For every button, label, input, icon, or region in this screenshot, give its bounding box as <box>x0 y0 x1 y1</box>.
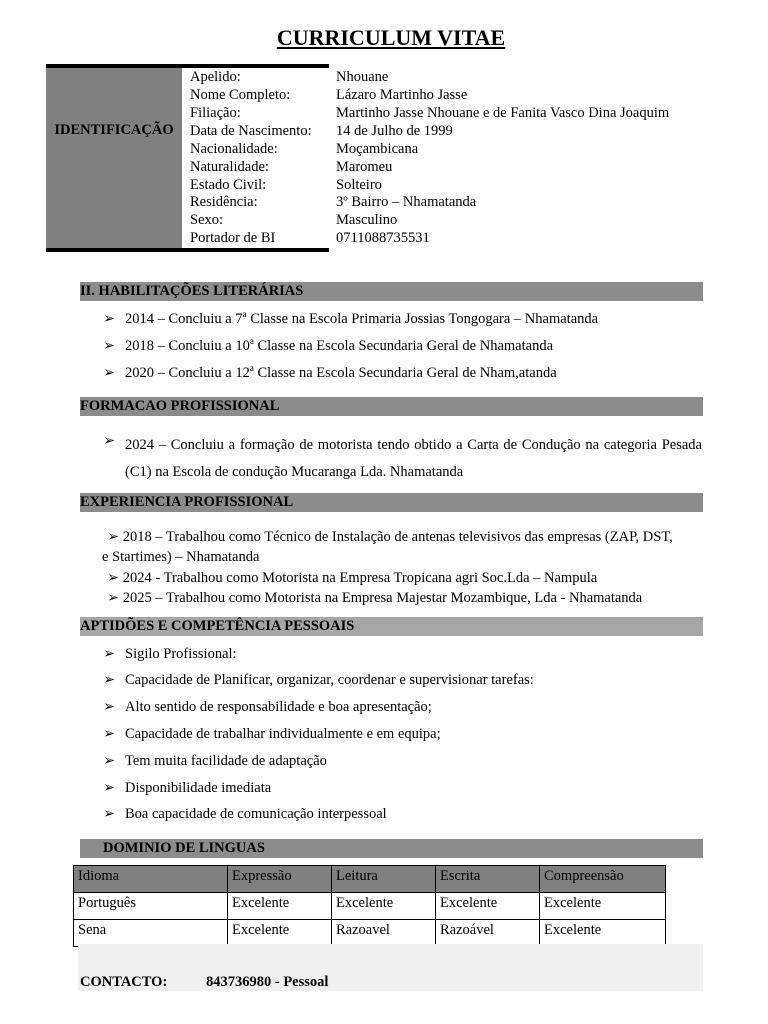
bullet-icon: ➢ <box>107 590 120 606</box>
table-cell: Excelente <box>228 893 332 920</box>
bullet-icon: ➢ <box>107 529 120 545</box>
id-value: Maromeu <box>336 159 393 175</box>
id-key: Estado Civil: <box>190 177 267 193</box>
column-header: Expressão <box>228 866 332 893</box>
section-header-linguas <box>80 839 703 858</box>
list-item <box>125 310 598 328</box>
ordinal-sup: a <box>242 309 247 320</box>
id-value: Nhouane <box>336 69 389 85</box>
ordinal-sup: a <box>249 336 254 347</box>
list-item: 2024 – Concluiu a formação de motorista tendo obtido a Carta de Condução na categoria Pesada (C1) na Escola de condução Mucaranga Lda. Nhamatanda <box>125 437 702 480</box>
item-text: Classe na Escola Secundaria Geral de Nhamatanda <box>253 338 553 354</box>
contact-phone: 843736980 - Pessoal <box>206 974 329 990</box>
id-value: Martinho Jasse Nhouane e de Fanita Vasco Dina Joaquim <box>336 105 670 121</box>
ordinal-sup: a <box>249 363 254 374</box>
id-key: Portador de BI <box>190 230 276 246</box>
id-value: Lázaro Martinho Jasse <box>336 87 468 103</box>
id-key: Sexo: <box>190 212 224 228</box>
section-header-experiencia: EXPERIENCIA PROFISSIONAL <box>80 493 703 512</box>
item-text: 2020 – Concluiu a 12 <box>125 365 250 381</box>
list-item: Capacidade de trabalhar individualmente e em equipa; <box>125 726 441 742</box>
list-item <box>107 589 642 607</box>
languages-table <box>73 865 666 947</box>
table-header-row <box>74 866 666 893</box>
bullet-icon: ➢ <box>103 726 116 742</box>
list-item <box>125 337 553 355</box>
table-cell: Excelente <box>332 893 436 920</box>
section-header-aptidoes: APTIDÕES E COMPETÊNCIA PESSOAIS <box>80 617 703 636</box>
list-item: Sigilo Profissional: <box>125 646 237 662</box>
id-value: Solteiro <box>336 177 382 193</box>
list-item: Boa capacidade de comunicação interpessoal <box>125 806 387 822</box>
list-item: Tem muita facilidade de adaptação <box>125 753 327 769</box>
list-item: Capacidade de Planificar, organizar, coordenar e supervisionar tarefas: <box>125 672 534 688</box>
table-cell: Excelente <box>228 920 332 947</box>
item-text: 2025 – Trabalhou como Motorista na Empresa Majestar Mozambique, Lda - Nhamatanda <box>122 590 643 606</box>
list-item: Disponibilidade imediata <box>125 780 272 796</box>
table-cell: Sena <box>74 920 228 947</box>
item-text: 2014 – Concluiu a 7 <box>125 311 243 327</box>
bullet-icon: ➢ <box>103 646 116 662</box>
bullet-icon: ➢ <box>103 338 116 354</box>
column-header: Idioma <box>74 866 228 893</box>
id-key: Filiação: <box>190 105 241 121</box>
document-title: CURRICULUM VITAE <box>276 25 506 50</box>
table-cell: Excelente <box>540 920 666 947</box>
bullet-icon: ➢ <box>103 311 116 327</box>
table-cell: Excelente <box>436 893 540 920</box>
id-key: Residência: <box>190 194 258 210</box>
list-item: Alto sentido de responsabilidade e boa apresentação; <box>125 699 432 715</box>
id-key: Data de Nascimento: <box>190 123 312 139</box>
table-cell: Razoável <box>436 920 540 947</box>
item-text: 2018 – Trabalhou como Técnico de Instalação de antenas televisivos das empresas (ZAP, DST, <box>122 529 673 545</box>
bullet-icon: ➢ <box>103 753 116 769</box>
table-cell: Português <box>74 893 228 920</box>
bullet-icon: ➢ <box>103 806 116 822</box>
id-value: 0711088735531 <box>336 230 430 246</box>
item-text: e Startimes) – Nhamatanda <box>102 549 260 565</box>
contact-background <box>78 944 703 991</box>
id-key: Naturalidade: <box>190 159 269 175</box>
column-header: Leitura <box>332 866 436 893</box>
item-text: 2018 – Concluiu a 10 <box>125 338 250 354</box>
id-value: 3º Bairro – Nhamatanda <box>336 194 477 210</box>
id-value: Moçambicana <box>336 141 419 157</box>
table-cell: Razoavel <box>332 920 436 947</box>
id-key: Nacionalidade: <box>190 141 278 157</box>
bullet-icon: ➢ <box>103 365 116 381</box>
bullet-icon: ➢ <box>103 672 116 688</box>
item-text: 2024 - Trabalhou como Motorista na Empresa Tropicana agri Soc.Lda – Nampula <box>122 570 598 586</box>
section-header-text: DOMINIO DE LINGUAS <box>103 840 265 856</box>
id-value: 14 de Julho de 1999 <box>336 123 453 139</box>
bullet-icon: ➢ <box>103 699 116 715</box>
bullet-icon: ➢ <box>103 433 116 449</box>
id-key: Apelido: <box>190 69 241 85</box>
id-key: Nome Completo: <box>190 87 291 103</box>
id-value: Masculino <box>336 212 398 228</box>
list-item <box>107 569 597 587</box>
contact-label: CONTACTO: <box>80 974 168 990</box>
identification-label-cell <box>46 68 182 248</box>
item-text: Classe na Escola Primaria Jossias Tongogara – Nhamatanda <box>246 311 599 327</box>
identification-label: IDENTIFICAÇÃO <box>54 122 174 138</box>
list-item <box>102 528 703 546</box>
section-header-formacao: FORMACAO PROFISSIONAL <box>80 397 703 416</box>
column-header: Compreensão <box>540 866 666 893</box>
bullet-icon: ➢ <box>107 570 120 586</box>
section-header-habilitacoes: II. HABILITAÇÕES LITERÁRIAS <box>80 282 703 301</box>
table-row <box>74 893 666 920</box>
list-item <box>125 364 557 382</box>
table-row <box>74 920 666 947</box>
table-cell: Excelente <box>540 893 666 920</box>
item-text: Classe na Escola Secundaria Geral de Nham,atanda <box>253 365 557 381</box>
column-header: Escrita <box>436 866 540 893</box>
bullet-icon: ➢ <box>103 780 116 796</box>
